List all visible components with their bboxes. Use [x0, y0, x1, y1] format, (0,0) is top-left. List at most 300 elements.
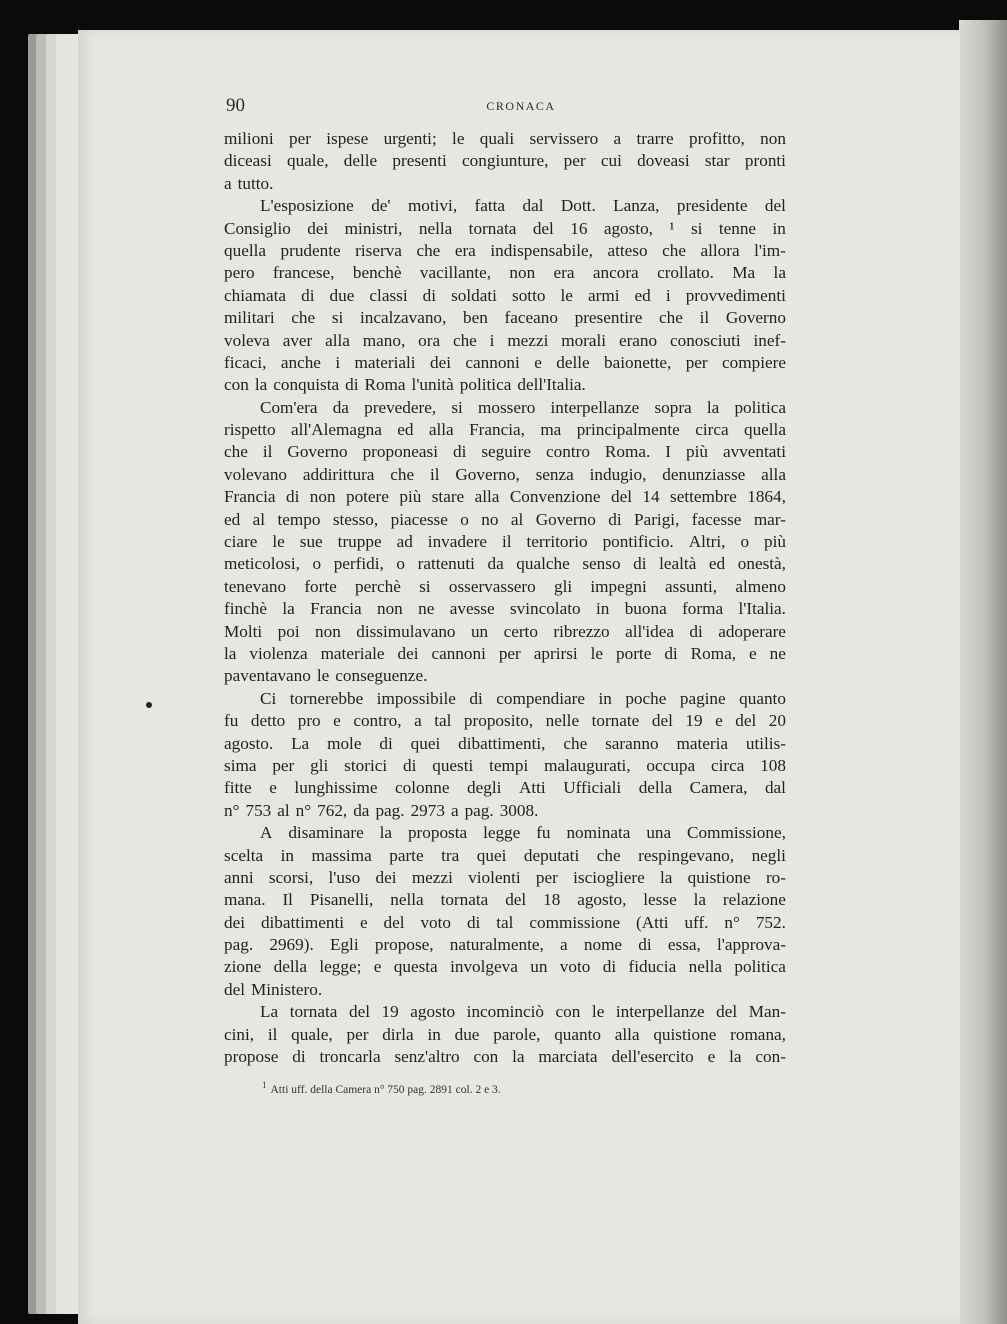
word: Roma: [364, 375, 406, 395]
word: I: [665, 442, 672, 462]
word: da: [332, 397, 349, 417]
word: delle: [556, 352, 590, 372]
word: era: [454, 240, 476, 260]
word: congiunture,: [462, 151, 549, 171]
word: facesse: [691, 509, 742, 529]
word: alla: [761, 464, 786, 484]
word: Governo: [287, 442, 348, 462]
word: cannoni: [431, 643, 486, 663]
text-line: [224, 643, 786, 665]
word: di: [602, 957, 617, 977]
word: truppe: [337, 532, 382, 552]
word: 19: [685, 711, 703, 731]
word: compiere: [722, 352, 786, 372]
word: di: [422, 285, 437, 305]
word: massima: [311, 845, 372, 865]
body-text: [224, 128, 786, 1068]
word: il: [699, 308, 710, 328]
word: ficaci,: [224, 352, 267, 372]
word: Altri,: [688, 532, 726, 552]
word: Com'era: [260, 397, 318, 417]
word: senz'altro: [394, 1047, 460, 1067]
word: e: [534, 352, 542, 372]
word: aver: [282, 330, 313, 350]
text-line: [224, 867, 786, 889]
word: marciata: [538, 1047, 598, 1067]
word: vacillante,: [419, 263, 491, 283]
text-line: [224, 262, 786, 284]
word: non: [376, 599, 403, 619]
word: La: [291, 733, 310, 753]
text-line: [224, 710, 786, 732]
word: o: [312, 554, 322, 574]
word: del: [348, 1002, 370, 1022]
word: motivi,: [407, 196, 458, 216]
word: conquista: [273, 375, 340, 395]
word: quanto: [554, 1024, 601, 1044]
word: tra: [441, 845, 460, 865]
text-line: [224, 330, 786, 352]
word: propose,: [374, 935, 434, 955]
word: il: [262, 442, 273, 462]
word: Ma: [732, 263, 756, 283]
word: propose: [224, 1047, 279, 1067]
word: quella: [224, 240, 266, 260]
word: Molti: [224, 621, 263, 641]
word: tornata: [289, 1002, 338, 1022]
word: Consiglio: [224, 218, 291, 238]
word: quella: [743, 420, 786, 440]
word: la: [773, 263, 786, 283]
page-edge: [56, 34, 80, 1314]
word: il: [267, 1024, 278, 1044]
word: (Atti: [636, 912, 669, 932]
word: agosto,: [577, 890, 627, 910]
word: mar-: [753, 509, 786, 529]
word: ne: [418, 599, 435, 619]
word: per: [563, 151, 586, 171]
word: scorsi,: [268, 867, 314, 887]
word: da: [353, 800, 370, 820]
word: tal: [496, 912, 514, 932]
text-line: [224, 621, 786, 643]
word: Il: [282, 890, 293, 910]
word: la: [224, 643, 237, 663]
word: urgenti;: [383, 129, 437, 148]
word: ad: [396, 532, 413, 552]
word: prudente: [280, 240, 341, 260]
word: finchè: [224, 599, 267, 619]
word: seguire: [481, 442, 531, 462]
word: del: [716, 1002, 738, 1022]
word: denunziasse: [662, 464, 746, 484]
word: quali: [479, 129, 515, 148]
running-head: CRONACA: [486, 99, 556, 113]
word: nelle: [545, 711, 580, 731]
word: Commissione,: [687, 823, 786, 843]
word: a: [613, 129, 622, 148]
book-gutter: [959, 20, 1007, 1324]
word: materiali: [354, 352, 416, 372]
word: lesse: [643, 890, 677, 910]
word: almeno: [735, 576, 786, 596]
word: più: [686, 442, 708, 462]
word: ancora: [592, 263, 639, 283]
word: parte: [389, 845, 424, 865]
text-line: [224, 755, 786, 777]
word: tempo: [277, 509, 321, 529]
word: uff.: [684, 912, 709, 932]
word: alla: [325, 330, 350, 350]
word: questa: [393, 957, 438, 977]
word: Parigi,: [634, 509, 680, 529]
word: in: [280, 845, 295, 865]
word: n°: [724, 912, 740, 932]
word: 2969).: [269, 935, 314, 955]
word: 108: [760, 755, 786, 775]
word: servissero: [529, 129, 599, 148]
word: disaminare: [288, 823, 364, 843]
word: le: [316, 666, 330, 686]
word: tutto.: [237, 173, 274, 193]
word: nella: [688, 957, 722, 977]
word: che: [452, 330, 477, 350]
word: conseguenze.: [335, 666, 428, 686]
word: qualche: [516, 554, 570, 574]
word: degli: [467, 778, 502, 798]
word: stare: [431, 487, 465, 507]
word: alla: [428, 420, 454, 440]
word: ministri,: [344, 218, 403, 238]
word: saranno: [605, 733, 659, 753]
word: dirla: [382, 1024, 414, 1044]
word: fiducia: [628, 957, 677, 977]
word: morali: [561, 330, 607, 350]
word: ro-: [765, 867, 786, 887]
word: tal: [434, 711, 452, 731]
word: dissimulavano: [356, 621, 456, 641]
text-line: [224, 352, 786, 374]
text-line: [224, 889, 786, 911]
word: di: [345, 375, 359, 395]
text-line: [224, 173, 786, 195]
word: tenevano: [224, 576, 287, 596]
text-line: [224, 777, 786, 799]
word: mana.: [224, 890, 266, 910]
word: e: [269, 778, 277, 798]
text-line: [224, 285, 786, 307]
word: la: [379, 823, 393, 843]
word: delle: [343, 151, 378, 171]
word: Ci: [260, 688, 277, 708]
word: Ministero.: [251, 979, 323, 999]
word: commissione: [529, 912, 621, 932]
word: circa: [710, 755, 745, 775]
word: Governo: [535, 509, 596, 529]
word: voto: [559, 957, 591, 977]
word: diceasi: [224, 151, 272, 171]
word: poi: [277, 621, 300, 641]
word: o: [460, 509, 469, 529]
word: legge: [483, 823, 521, 843]
word: del: [383, 912, 405, 932]
word: le: [272, 532, 285, 552]
word: e: [715, 711, 723, 731]
word: presentire: [574, 308, 643, 328]
word: o: [740, 532, 750, 552]
word: l'Italia.: [738, 599, 786, 619]
word: no: [481, 509, 499, 529]
word: zione: [224, 957, 262, 977]
word: senza: [535, 464, 574, 484]
word: avesse: [449, 599, 495, 619]
word: faceano: [504, 308, 558, 328]
word: di: [452, 442, 467, 462]
word: per: [288, 129, 311, 148]
word: dei: [397, 643, 419, 663]
text-line: [224, 419, 786, 441]
word: riserva: [355, 240, 402, 260]
word: inef-: [753, 330, 786, 350]
word: della: [638, 778, 673, 798]
word: impossibile: [376, 688, 456, 708]
word: che: [563, 733, 588, 753]
word: crollato.: [657, 263, 714, 283]
word: respingevano,: [638, 845, 735, 865]
word: utilis-: [745, 733, 786, 753]
word: ben: [463, 308, 488, 328]
word: pagine: [679, 688, 726, 708]
word: Dott.: [560, 196, 596, 216]
word: che: [659, 308, 683, 328]
word: del: [735, 711, 757, 731]
word: con: [473, 1047, 499, 1067]
word: Camera,: [689, 778, 748, 798]
text-line: [224, 688, 786, 710]
word: francese,: [272, 263, 335, 283]
word: 753: [245, 800, 272, 820]
word: tornerebbe: [289, 688, 364, 708]
word: che: [416, 240, 441, 260]
word: n°: [295, 800, 312, 820]
word: al: [277, 800, 290, 820]
word: non: [309, 487, 336, 507]
word: l'unità: [411, 375, 454, 395]
footnote: [262, 1080, 501, 1096]
word: fu: [536, 823, 551, 843]
word: proposito,: [463, 711, 534, 731]
word: atteso: [607, 240, 648, 260]
word: in: [772, 218, 786, 238]
word: volevano: [224, 464, 288, 484]
word: occupa: [646, 755, 696, 775]
word: nominata: [566, 823, 631, 843]
word: doveasi: [637, 151, 690, 171]
word: mezzi: [411, 867, 453, 887]
word: contro,: [353, 711, 402, 731]
word: di: [292, 1047, 306, 1067]
word: cini,: [224, 1024, 255, 1044]
word: dell'esercito: [611, 1047, 694, 1067]
word: La: [260, 1002, 279, 1022]
word: Egli: [329, 935, 359, 955]
margin-mark: [146, 702, 152, 708]
word: la: [659, 867, 673, 887]
word: porte: [616, 643, 652, 663]
text-line: [224, 800, 786, 822]
word: mezzi: [507, 330, 549, 350]
text-line: [224, 733, 786, 755]
word: senso: [582, 554, 621, 574]
word: lealtà: [659, 554, 697, 574]
word: negli: [751, 845, 786, 865]
text-line: [224, 486, 786, 508]
word: e: [748, 643, 757, 663]
text-line: [224, 218, 786, 240]
word: quistione: [653, 1024, 717, 1044]
word: isciogliere: [573, 867, 645, 887]
word: del: [764, 196, 786, 216]
word: n°: [224, 800, 240, 820]
word: benchè: [352, 263, 402, 283]
word: impegni: [590, 576, 647, 596]
word: tornata: [468, 218, 517, 238]
word: più: [764, 532, 786, 552]
word: politica: [459, 375, 512, 395]
word: Atti: [518, 778, 546, 798]
text-line: [224, 553, 786, 575]
word: del: [224, 979, 245, 999]
word: si: [690, 218, 703, 238]
word: mano,: [362, 330, 406, 350]
word: che: [596, 845, 621, 865]
word: la: [254, 375, 268, 395]
word: di: [608, 509, 622, 529]
word: alla: [474, 487, 500, 507]
word: con: [555, 1002, 581, 1022]
word: parole,: [493, 1024, 541, 1044]
word: politica: [734, 957, 786, 977]
word: 16: [570, 218, 588, 238]
word: all'idea: [625, 621, 674, 641]
text-line: [224, 1001, 786, 1023]
word: in: [595, 599, 610, 619]
word: anni: [224, 867, 254, 887]
word: A: [260, 823, 273, 843]
word: fu: [224, 711, 239, 731]
word: politica: [734, 397, 786, 417]
word: prevedere,: [364, 397, 437, 417]
word: detto: [250, 711, 286, 731]
word: due: [454, 1024, 480, 1044]
word: ispese: [326, 129, 369, 148]
word: agosto,: [603, 218, 653, 238]
word: sotto: [512, 285, 546, 305]
word: profitto,: [688, 129, 745, 148]
word: e: [707, 1047, 716, 1067]
word: voleva: [224, 330, 270, 350]
word: a: [450, 800, 459, 820]
word: quistione: [687, 867, 751, 887]
word: la: [693, 890, 707, 910]
text-line: [224, 150, 786, 172]
page-number: 90: [226, 95, 245, 116]
word: le: [590, 643, 604, 663]
word: indugio,: [589, 464, 647, 484]
word: proponeasi: [362, 442, 438, 462]
word: storici: [344, 755, 388, 775]
word: certo: [503, 621, 538, 641]
word: settembre: [670, 487, 737, 507]
text-line: [224, 598, 786, 620]
text-line: [224, 1024, 786, 1046]
word: stesso,: [332, 509, 379, 529]
word: soldati: [451, 285, 497, 305]
text-line: [224, 307, 786, 329]
word: le: [560, 285, 573, 305]
word: di: [689, 621, 703, 641]
word: scelta: [224, 845, 264, 865]
word: tempi: [489, 755, 529, 775]
word: paventavano: [224, 666, 311, 686]
word: quale,: [286, 151, 329, 171]
text-line: [224, 240, 786, 262]
word: sopra: [654, 397, 692, 417]
word: rispetto: [224, 420, 276, 440]
word: addirittura: [302, 464, 375, 484]
word: al: [510, 509, 524, 529]
word: la: [706, 397, 720, 417]
page-header: [226, 95, 816, 119]
word: cui: [600, 151, 622, 171]
word: Francia,: [469, 420, 525, 440]
word: meticolosi,: [224, 554, 300, 574]
word: milioni: [224, 129, 274, 148]
word: tenne: [718, 218, 757, 238]
word: star: [704, 151, 730, 171]
word: più: [399, 487, 422, 507]
word: naturalmente,: [449, 935, 544, 955]
word: incalzavano,: [359, 308, 447, 328]
word: violenza: [249, 643, 308, 663]
word: quei: [476, 845, 507, 865]
word: per: [535, 867, 558, 887]
word: 20: [768, 711, 786, 731]
word: interpellanze: [615, 1002, 705, 1022]
word: del: [532, 218, 554, 238]
word: rattenuti: [417, 554, 475, 574]
word: chiamata: [224, 285, 287, 305]
word: la: [729, 1047, 742, 1067]
text-line: [224, 397, 786, 419]
word: da: [487, 554, 504, 574]
word: pag.: [464, 800, 494, 820]
word: Pisanelli,: [309, 890, 374, 910]
word: poche: [625, 688, 667, 708]
word: a: [560, 935, 568, 955]
word: violenti: [468, 867, 521, 887]
word: dei: [307, 218, 329, 238]
word: Governo: [725, 308, 786, 328]
word: della: [273, 957, 308, 977]
word: anche: [280, 352, 321, 372]
text-line: [224, 934, 786, 956]
text-line: [224, 665, 786, 687]
text-line: [224, 956, 786, 978]
word: Francia: [224, 487, 276, 507]
word: forte: [304, 576, 337, 596]
word: l'uso: [328, 867, 361, 887]
